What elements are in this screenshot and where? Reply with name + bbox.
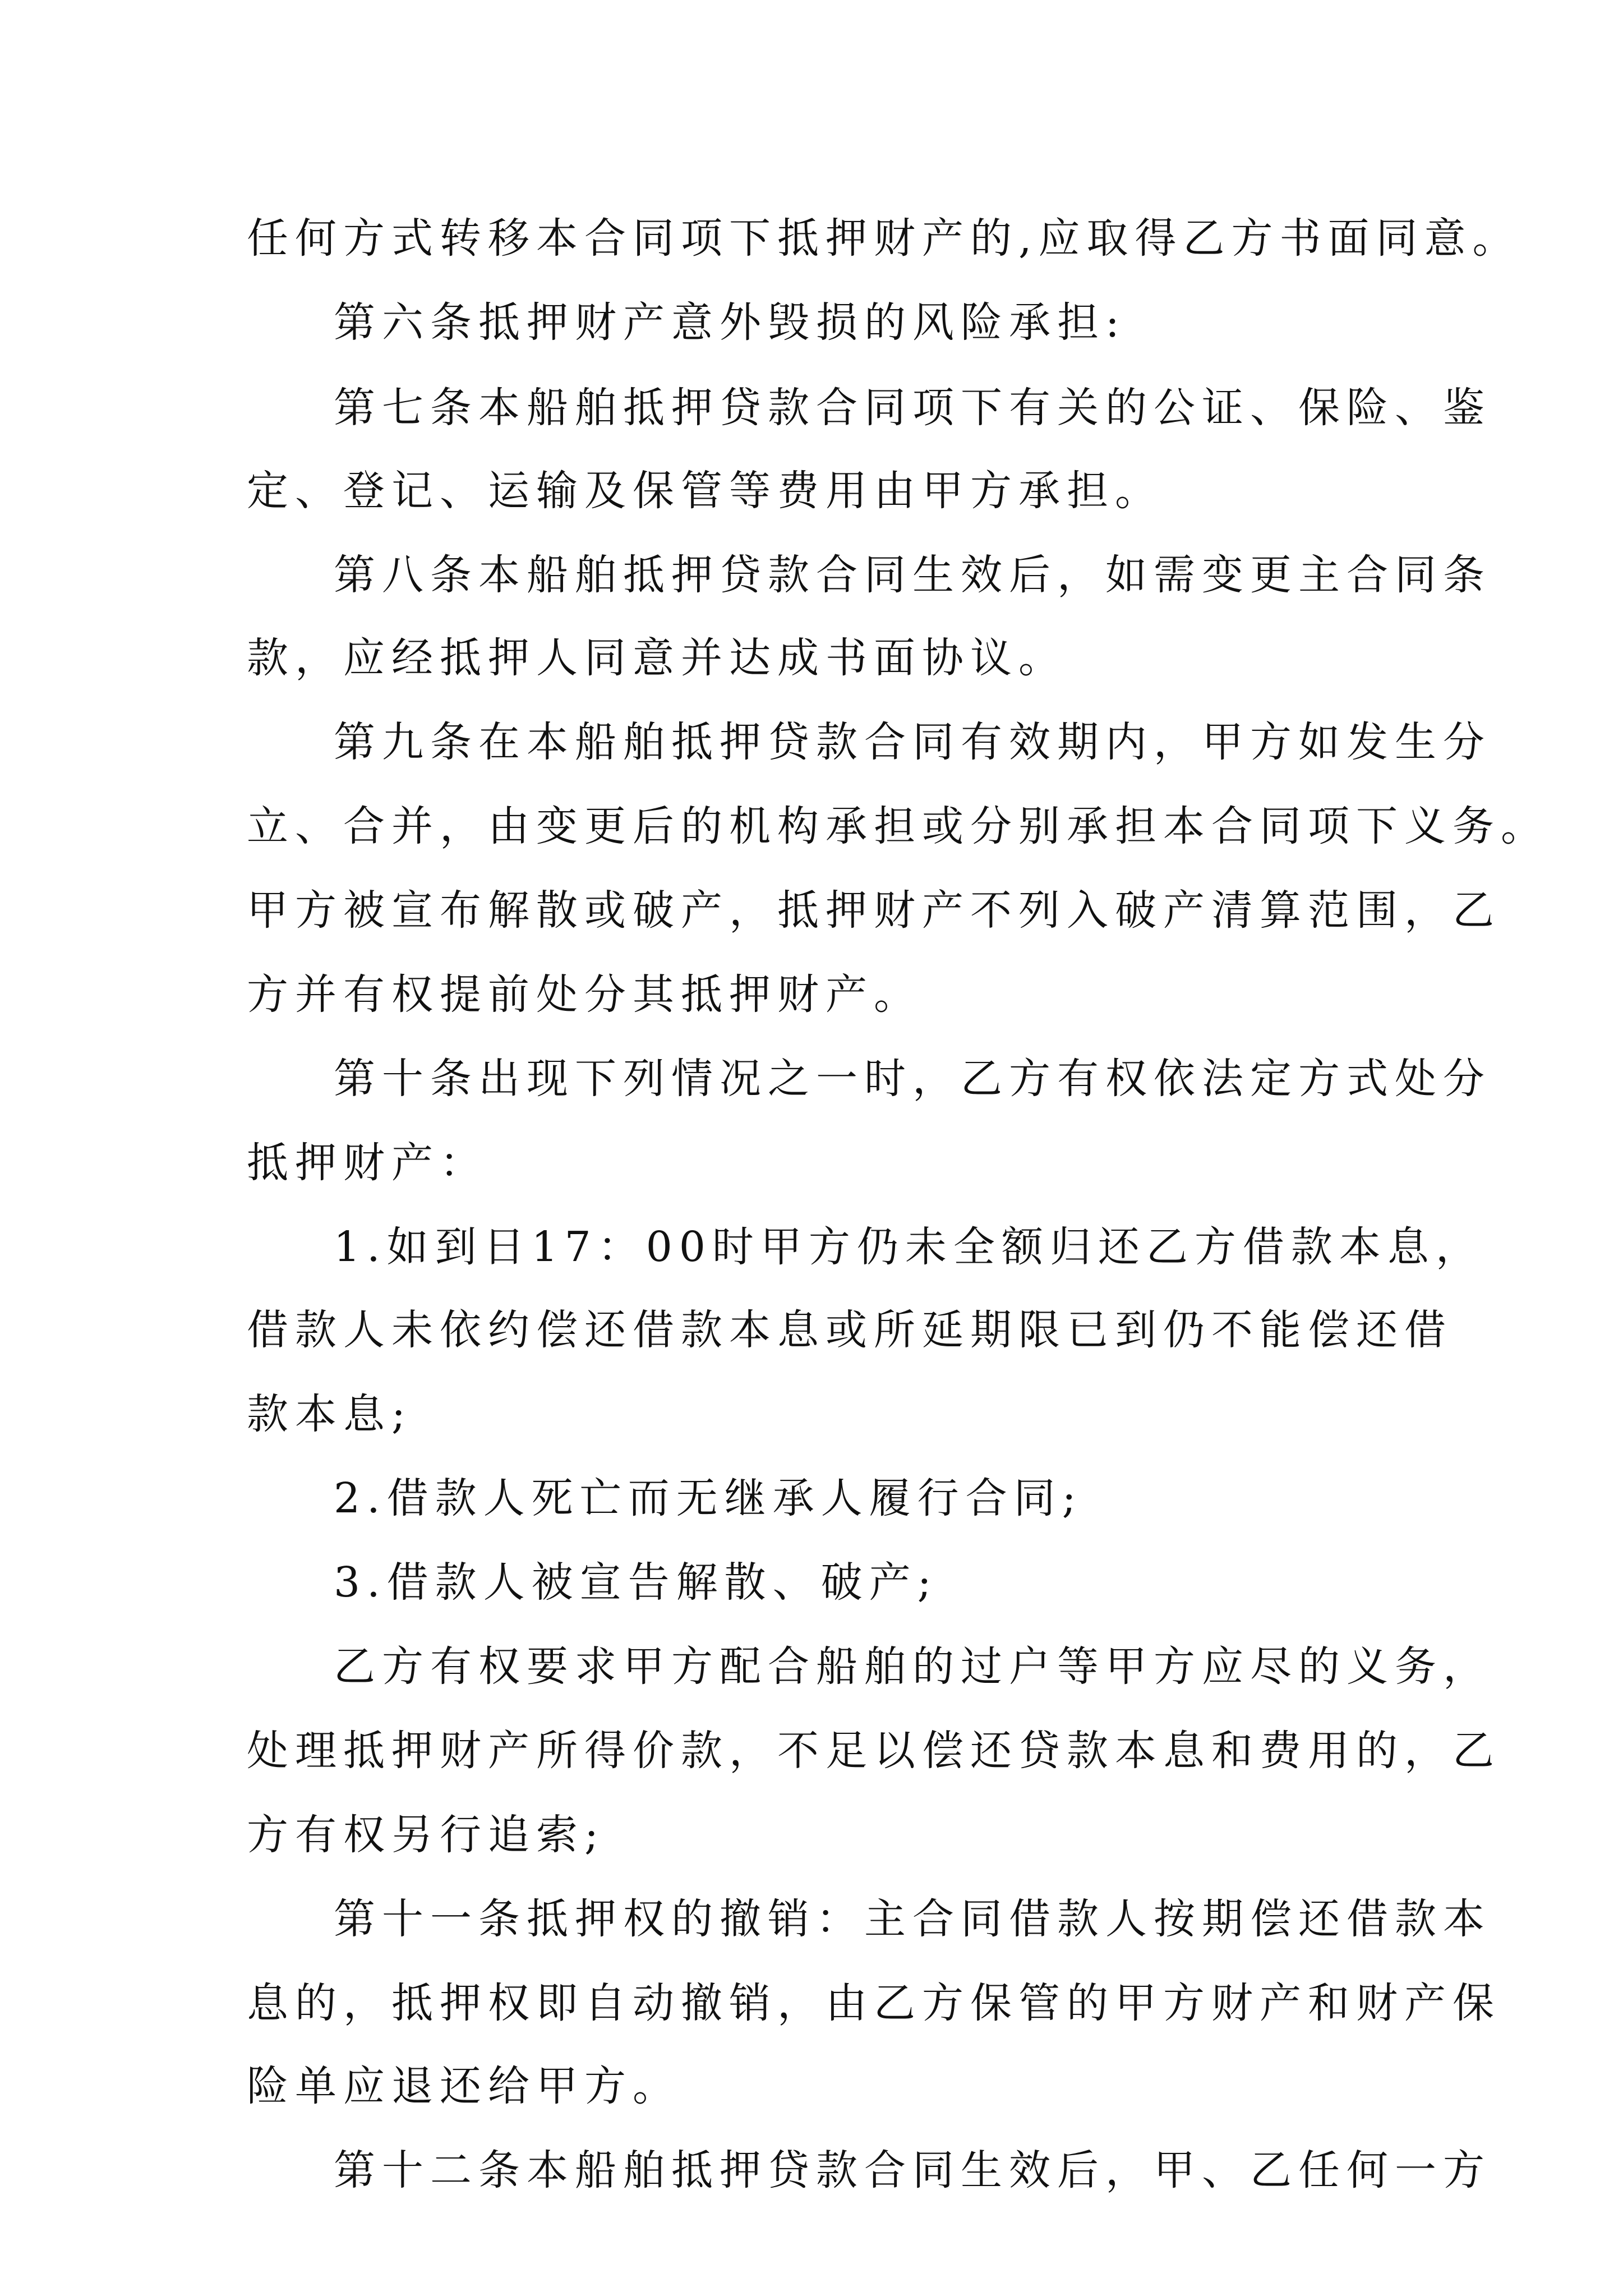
- text-line-18: 乙方有权要求甲方配合船舶的过户等甲方应尽的义务，: [334, 1642, 1491, 1691]
- text-line-16: 2.借款人死亡而无继承人履行合同;: [334, 1474, 1083, 1522]
- text-line-7: 第九条在本船舶抵押贷款合同有效期内，甲方如发生分: [334, 718, 1491, 766]
- text-line-9: 甲方被宣布解散或破产，抵押财产不列入破产清算范围，乙: [247, 886, 1501, 935]
- text-line-11: 第十条出现下列情况之一时，乙方有权依法定方式处分: [334, 1055, 1491, 1103]
- text-line-5: 第八条本船舶抵押贷款合同生效后，如需变更主合同条: [334, 551, 1491, 599]
- text-line-8: 立、合并，由变更后的机构承担或分别承担本合同项下义务。: [247, 802, 1549, 850]
- text-line-13: 1.如到日17：00时甲方仍未全额归还乙方借款本息，: [334, 1223, 1484, 1271]
- text-line-6: 款，应经抵押人同意并达成书面协议。: [247, 634, 1067, 682]
- text-line-10: 方并有权提前处分其抵押财产。: [247, 970, 922, 1019]
- text-line-24: 第十二条本船舶抵押贷款合同生效后，甲、乙任何一方: [334, 2146, 1491, 2194]
- text-line-15: 款本息;: [247, 1390, 412, 1438]
- text-line-23: 险单应退还给甲方。: [247, 2062, 681, 2110]
- text-line-20: 方有权另行追索;: [247, 1811, 605, 1859]
- text-line-21: 第十一条抵押权的撤销：主合同借款人按期偿还借款本: [334, 1895, 1491, 1943]
- text-line-19: 处理抵押财产所得价款，不足以偿还贷款本息和费用的，乙: [247, 1727, 1501, 1775]
- text-line-22: 息的，抵押权即自动撤销，由乙方保管的甲方财产和财产保: [247, 1979, 1501, 2027]
- text-line-17: 3.借款人被宣告解散、破产;: [334, 1558, 938, 1607]
- text-line-12: 抵押财产：: [247, 1139, 488, 1187]
- text-line-1: 任何方式转移本合同项下抵押财产的,应取得乙方书面同意。: [247, 214, 1521, 263]
- text-line-3: 第七条本船舶抵押贷款合同项下有关的公证、保险、鉴: [334, 384, 1491, 432]
- text-line-2: 第六条抵押财产意外毁损的风险承担:: [334, 298, 1126, 347]
- text-line-4: 定、登记、运输及保管等费用由甲方承担。: [247, 467, 1163, 515]
- text-line-14: 借款人未依约偿还借款本息或所延期限已到仍不能偿还借: [247, 1306, 1453, 1354]
